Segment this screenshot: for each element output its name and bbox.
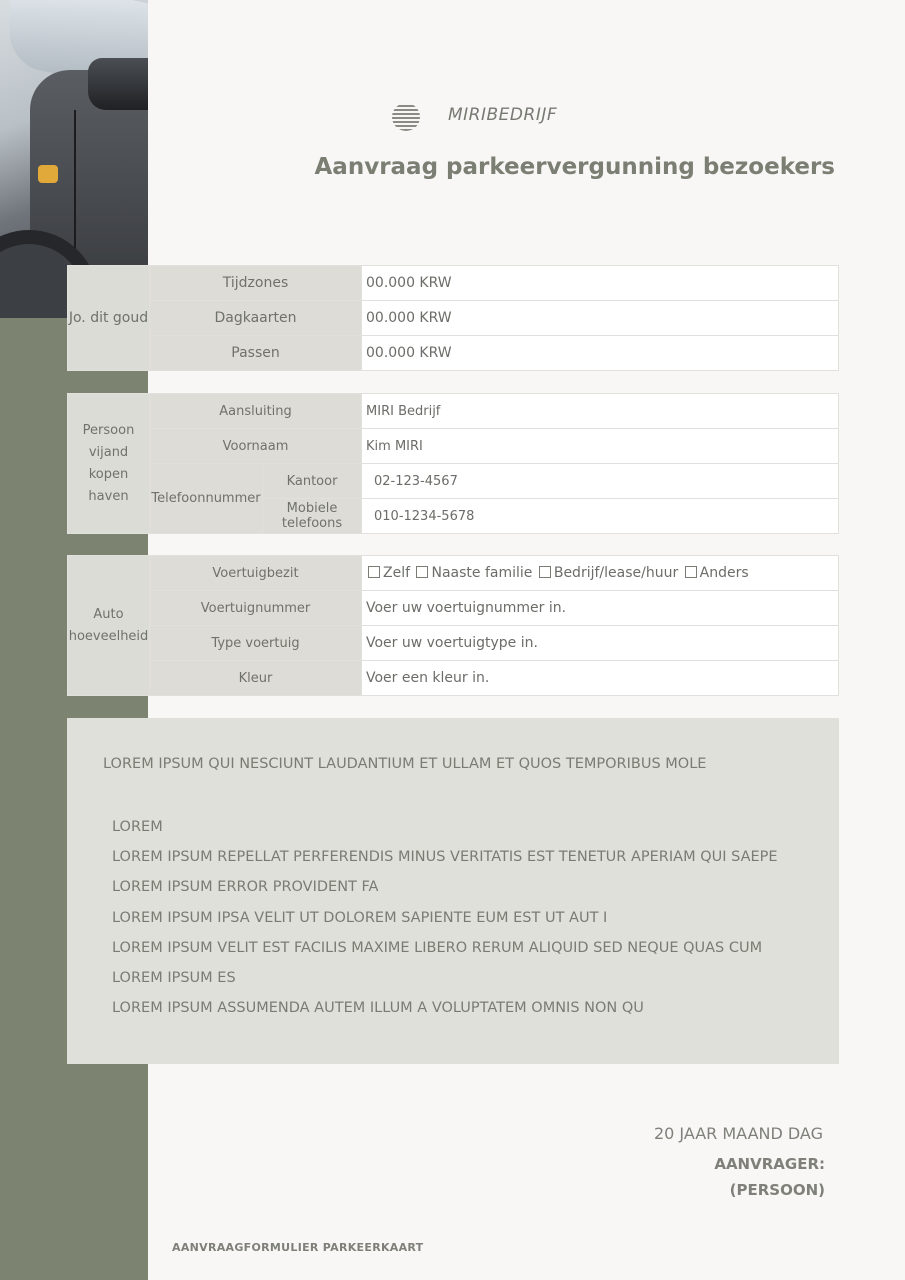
applicant-signature xyxy=(714,1151,825,1203)
fees-group-label: Jo. dit goud xyxy=(68,266,150,371)
value-dagkaarten[interactable]: 00.000 KRW xyxy=(362,301,839,336)
notes-heading: LOREM IPSUM QUI NESCIUNT LAUDANTIUM ET ULLAM ET QUOS TEMPORIBUS MOLE xyxy=(103,756,707,772)
list-item: LOREM IPSUM IPSA VELIT UT DOLOREM SAPIENTE EUM EST UT AUT I xyxy=(112,909,608,926)
list-item: LOREM IPSUM ERROR PROVIDENT FA xyxy=(112,879,379,896)
table-row xyxy=(68,266,839,301)
notes-list xyxy=(112,812,778,1023)
table-row xyxy=(68,394,839,429)
side-mirror xyxy=(88,58,148,110)
vehicle-group-label: Auto hoeveelheid xyxy=(68,556,150,696)
label-tijdzones: Tijdzones xyxy=(150,266,362,301)
list-item: LOREM IPSUM REPELLAT PERFERENDIS MINUS VERITATIS EST TENETUR APERIAM QUI SAEPE xyxy=(112,849,778,866)
option-naaste-familie: Naaste familie xyxy=(431,565,533,581)
wave-globe-icon xyxy=(392,103,420,131)
checkbox-zelf[interactable] xyxy=(368,566,380,578)
list-item: LOREM IPSUM VELIT EST FACILIS MAXIME LIBERO RERUM ALIQUID SED NEQUE QUAS CUM xyxy=(112,939,763,956)
option-anders: Anders xyxy=(699,565,749,581)
option-bedrijf: Bedrijf/lease/huur xyxy=(553,565,679,581)
checkbox-anders[interactable] xyxy=(685,566,697,578)
table-row xyxy=(68,464,839,499)
option-zelf: Zelf xyxy=(383,565,411,581)
label-kantoor: Kantoor xyxy=(263,464,362,499)
applicant-person: (PERSOON) xyxy=(729,1181,825,1199)
label-mobiel: Mobiele telefoons xyxy=(263,499,362,534)
value-mobiel[interactable]: 010-1234-5678 xyxy=(362,499,839,534)
notes-box xyxy=(67,718,839,1064)
label-voertuigbezit: Voertuigbezit xyxy=(150,556,362,591)
table-row xyxy=(68,661,839,696)
vehicle-type-field[interactable]: Voer uw voertuigtype in. xyxy=(362,626,839,661)
list-item: LOREM xyxy=(112,819,163,835)
fees-table xyxy=(67,265,839,371)
list-item: LOREM IPSUM ES xyxy=(112,970,236,987)
indicator-light xyxy=(38,165,58,183)
table-row xyxy=(68,429,839,464)
vehicle-color-field[interactable]: Voer een kleur in. xyxy=(362,661,839,696)
footer-text: AANVRAAGFORMULIER PARKEERKAART xyxy=(172,1241,424,1254)
label-telefoonnummer: Telefoonnummer xyxy=(150,464,263,534)
value-passen[interactable]: 00.000 KRW xyxy=(362,336,839,371)
person-group-label: Persoon vijand kopen haven xyxy=(68,394,150,534)
label-type-voertuig: Type voertuig xyxy=(150,626,362,661)
vehicle-table xyxy=(67,555,839,696)
ownership-options xyxy=(362,556,839,591)
table-row xyxy=(68,591,839,626)
applicant-label: AANVRAGER: xyxy=(714,1155,825,1173)
table-row xyxy=(68,336,839,371)
label-voornaam: Voornaam xyxy=(150,429,362,464)
vehicle-number-field[interactable]: Voer uw voertuignummer in. xyxy=(362,591,839,626)
value-kantoor[interactable]: 02-123-4567 xyxy=(362,464,839,499)
value-aansluiting[interactable]: MIRI Bedrijf xyxy=(362,394,839,429)
label-dagkaarten: Dagkaarten xyxy=(150,301,362,336)
person-table xyxy=(67,393,839,534)
brand-name: MIRIBEDRIJF xyxy=(448,105,558,125)
page-title: Aanvraag parkeervergunning bezoekers xyxy=(314,154,835,180)
label-voertuignummer: Voertuignummer xyxy=(150,591,362,626)
table-row xyxy=(68,626,839,661)
list-item: LOREM IPSUM ASSUMENDA AUTEM ILLUM A VOLUPTATEM OMNIS NON QU xyxy=(112,1000,644,1017)
value-tijdzones[interactable]: 00.000 KRW xyxy=(362,266,839,301)
label-passen: Passen xyxy=(150,336,362,371)
value-voornaam[interactable]: Kim MIRI xyxy=(362,429,839,464)
table-row xyxy=(68,556,839,591)
table-row xyxy=(68,301,839,336)
checkbox-naaste-familie[interactable] xyxy=(416,566,428,578)
date-line: 20 JAAR MAAND DAG xyxy=(653,1124,823,1143)
label-kleur: Kleur xyxy=(150,661,362,696)
label-aansluiting: Aansluiting xyxy=(150,394,362,429)
checkbox-bedrijf[interactable] xyxy=(539,566,551,578)
